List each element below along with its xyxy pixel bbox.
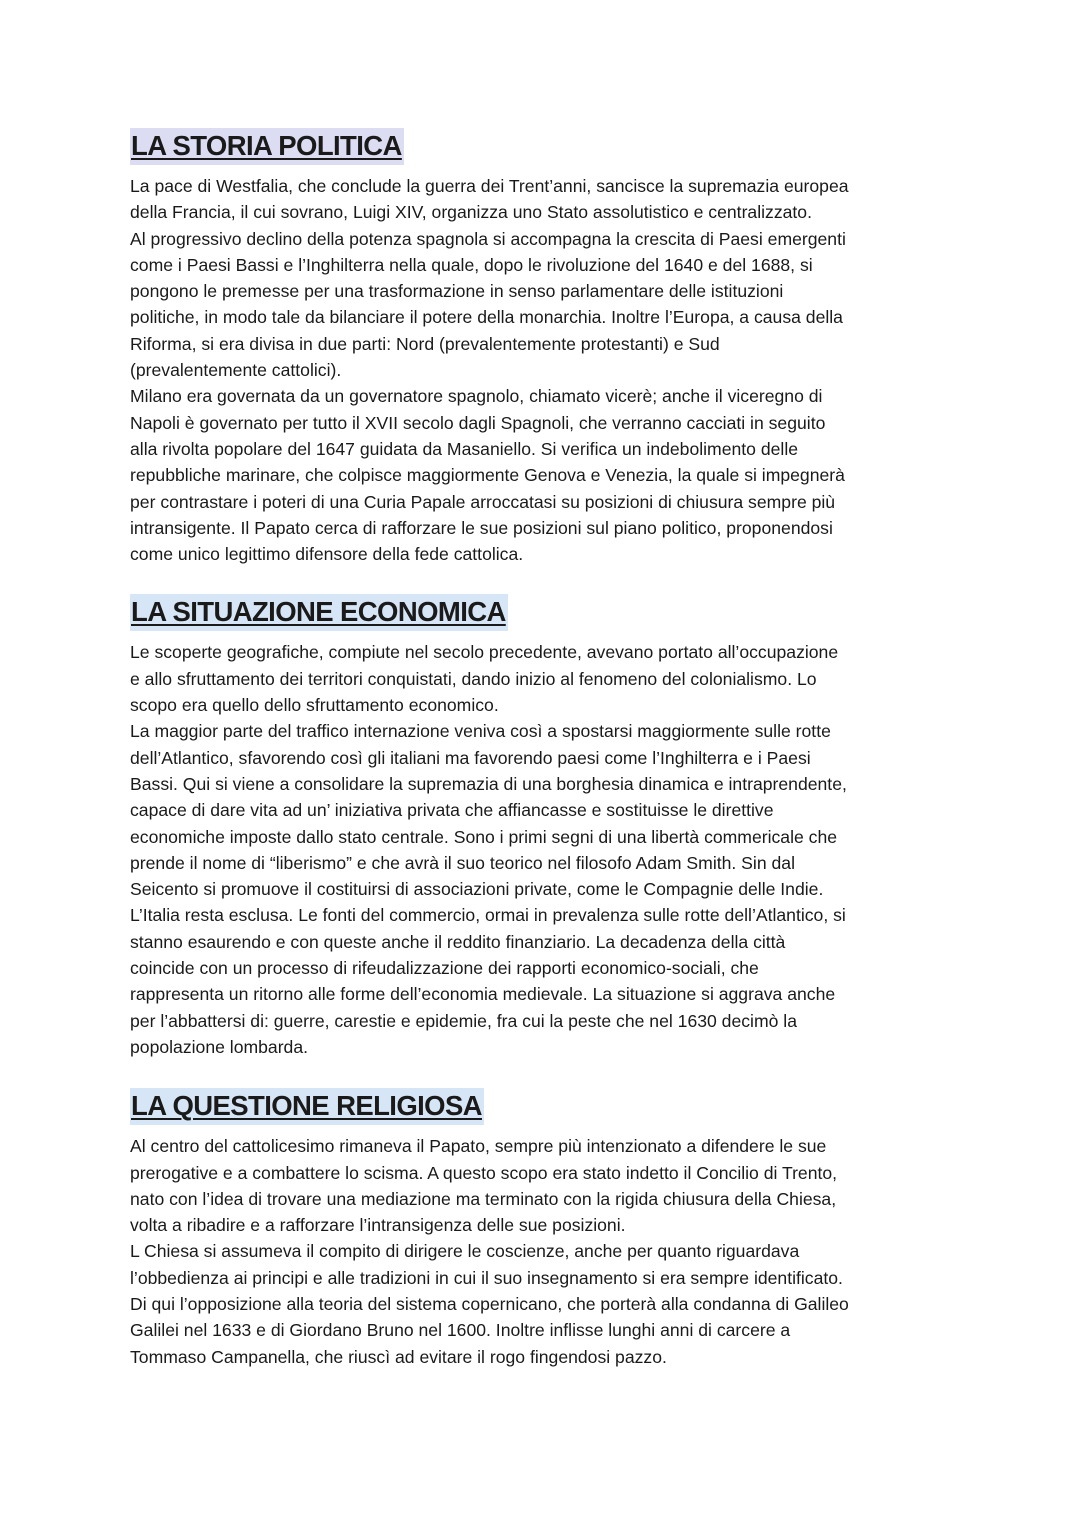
text-line: alla rivolta popolare del 1647 guidata da Masaniello. Si verifica un indebolimento delle xyxy=(130,438,799,459)
text-line: Al progressivo declino della potenza spagnola si accompagna la crescita di Paesi emergenti xyxy=(130,228,846,249)
text-line: Di qui l’opposizione alla teoria del sistema copernicano, che porterà alla condanna di Galileo xyxy=(130,1293,849,1314)
text-line: L Chiesa si assumeva il compito di dirigere le coscienze, anche per quanto riguardava xyxy=(130,1241,800,1262)
text-line: capace di dare vita ad un’ iniziativa privata che affiancasse e sostituisse le direttive xyxy=(130,800,774,821)
paragraph xyxy=(130,1238,950,1369)
text-line: Bassi. Qui si viene a consolidare la supremazia di una borghesia dinamica e intraprendente, xyxy=(130,773,847,794)
text-line: l’obbedienza ai principi e alle tradizioni in cui il suo insegnamento si era sempre identificato. xyxy=(130,1267,843,1288)
text-line: Al centro del cattolicesimo rimaneva il Papato, sempre più intenzionato a difendere le sue xyxy=(130,1136,827,1157)
text-line: Tommaso Campanella, che riuscì ad evitare il rogo fingendosi pazzo. xyxy=(130,1346,667,1367)
text-line: come unico legittimo difensore della fede cattolica. xyxy=(130,544,524,565)
text-line: nato con l’idea di trovare una mediazione ma terminato con la rigida chiusura della Chiesa, xyxy=(130,1188,837,1209)
section-heading: LA STORIA POLITICA xyxy=(130,128,404,165)
text-line: Riforma, si era divisa in due parti: Nord (prevalentemente protestanti) e Sud xyxy=(130,333,720,354)
text-line: Seicento si promuove il costituirsi di associazioni private, come le Compagnie delle Indie. xyxy=(130,879,824,900)
text-line: (prevalentemente cattolici). xyxy=(130,360,342,381)
section-heading: LA SITUAZIONE ECONOMICA xyxy=(130,594,508,631)
text-line: politiche, in modo tale da bilanciare il potere della monarchia. Inoltre l’Europa, a causa della xyxy=(130,307,843,328)
text-line: Le scoperte geografiche, compiute nel secolo precedente, avevano portato all’occupazione xyxy=(130,642,839,663)
text-line: dell’Atlantico, sfavorendo così gli italiani ma favorendo paesi come l’Inghilterra e i Paesi xyxy=(130,747,811,768)
paragraph xyxy=(130,173,950,226)
paragraph xyxy=(130,1133,950,1238)
text-line: Napoli è governato per tutto il XVII secolo dagli Spagnoli, che verranno cacciati in seguito xyxy=(130,412,826,433)
section-storia-politica xyxy=(130,128,950,567)
text-line: pongono le premesse per una trasformazione in senso parlamentare delle istituzioni xyxy=(130,281,784,302)
text-line: della Francia, il cui sovrano, Luigi XIV, organizza uno Stato assolutistico e centralizzato. xyxy=(130,202,812,223)
paragraph xyxy=(130,383,950,567)
text-line: volta a ribadire e a rafforzare l’intransigenza delle sue posizioni. xyxy=(130,1215,626,1236)
text-line: La maggior parte del traffico internazione veniva così a spostarsi maggiormente sulle rotte xyxy=(130,721,831,742)
text-line: scopo era quello dello sfruttamento economico. xyxy=(130,695,499,716)
text-line: prerogative e a combattere lo scisma. A questo scopo era stato indetto il Concilio di Trento, xyxy=(130,1162,838,1183)
text-line: come i Paesi Bassi e l’Inghilterra nella quale, dopo le rivoluzione del 1640 e del 1688, si xyxy=(130,254,813,275)
section-heading: LA QUESTIONE RELIGIOSA xyxy=(130,1088,484,1125)
paragraph xyxy=(130,718,950,1060)
text-line: stanno esaurendo e con queste anche il reddito finanziario. La decadenza della città xyxy=(130,931,786,952)
text-line: e allo sfruttamento dei territori conquistati, dando inizio al fenomeno del colonialismo. Lo xyxy=(130,668,817,689)
text-line: popolazione lombarda. xyxy=(130,1036,309,1057)
text-line: Milano era governata da un governatore spagnolo, chiamato vicerè; anche il viceregno di xyxy=(130,386,823,407)
text-line: per contrastare i poteri di una Curia Papale arroccatasi su posizioni di chiusura sempre più xyxy=(130,491,836,512)
text-line: per l’abbattersi di: guerre, carestie e epidemie, fra cui la peste che nel 1630 decimò la xyxy=(130,1010,797,1031)
text-line: coincide con un processo di rifeudalizzazione dei rapporti economico-sociali, che xyxy=(130,958,759,979)
text-line: intransigente. Il Papato cerca di rafforzare le sue posizioni sul piano politico, proponendosi xyxy=(130,517,833,538)
text-line: prende il nome di “liberismo” e che avrà il suo teorico nel filosofo Adam Smith. Sin dal xyxy=(130,852,795,873)
paragraph xyxy=(130,226,950,384)
text-line: rappresenta un ritorno alle forme dell’economia medievale. La situazione si aggrava anche xyxy=(130,984,836,1005)
text-line: La pace di Westfalia, che conclude la guerra dei Trent’anni, sancisce la supremazia europea xyxy=(130,176,849,196)
text-line: L’Italia resta esclusa. Le fonti del commercio, ormai in prevalenza sulle rotte dell’Atlantico, si xyxy=(130,905,846,926)
section-questione-religiosa xyxy=(130,1088,950,1370)
text-line: repubbliche marinare, che colpisce maggiormente Genova e Venezia, la quale si impegnerà xyxy=(130,465,845,486)
text-line: Galilei nel 1633 e di Giordano Bruno nel 1600. Inoltre inflisse lunghi anni di carcere a xyxy=(130,1320,791,1341)
section-situazione-economica xyxy=(130,594,950,1060)
paragraph xyxy=(130,639,950,718)
text-line: economiche imposte dallo stato centrale. Sono i primi segni di una libertà commericale che xyxy=(130,826,838,847)
